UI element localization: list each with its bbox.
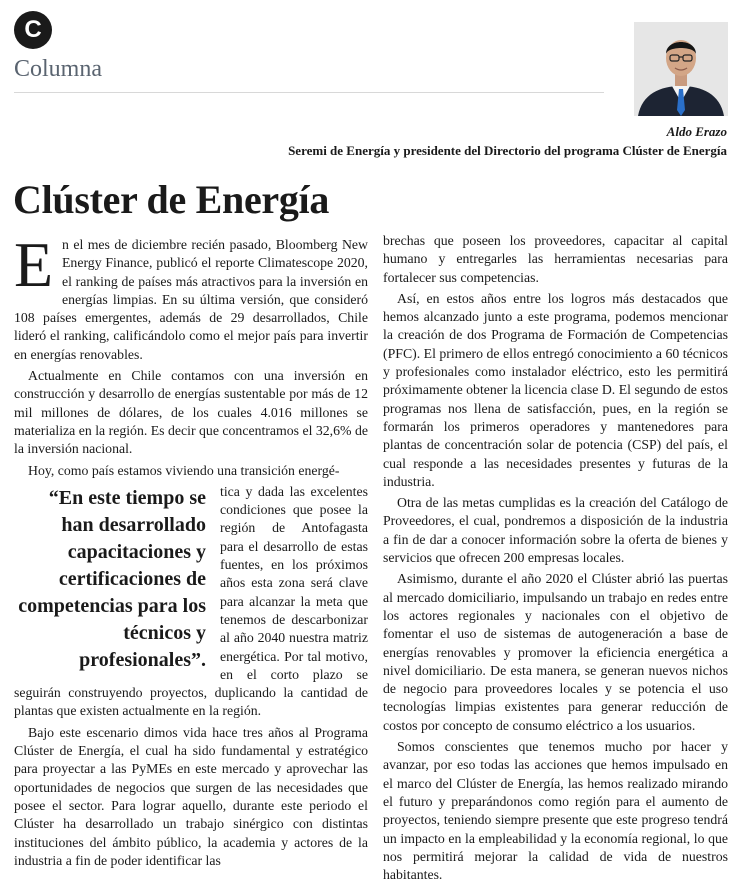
paragraph-2: Actualmente en Chile contamos con una inversión en construcción y desarrollo de energías sustentable por más de 12 mil millones de dólares, de los cuales 4.016 millones se materializa en la región. Es decir que concentramos el 32,6% de la inversión nacional. [14,368,368,457]
paragraph-6: Otra de las metas cumplidas es la creación del Catálogo de Proveedores, el cual, pondremos a disposición de la industria a fin de dar a conocer información sobre la oferta de bienes y servicios que ofrecen 200 empresas locales. [383,495,728,566]
author-role: Seremi de Energía y presidente del Directorio del programa Clúster de Energía [288,143,727,158]
section-divider [14,92,604,93]
paragraph-5: Así, en estos años entre los logros más destacados que hemos alcanzado junto a este programa, podemos mencionar la creación de dos Programa de Formación de Competencias (PFC). El primero de ellos entregó conocimiento a 60 técnicos y profesionales como instalador eléctrico, esto les permitirá próximamente obtener la licencia clase D. El segundo de estos programas nos llena de satisfacción, pues, en la región se formarán los primeros operadores y mantenedores para plantas de concentración solar de potencia (CSP) del país, el cual responde a las necesidades presentes y futuras de la industria. [383,290,728,489]
paragraph-3 [14,483,368,721]
author-portrait [634,22,728,116]
article-column-left [14,229,368,873]
section-label: Columna [14,56,102,82]
dropcap-letter: E [14,229,54,300]
article-headline: Clúster de Energía [13,177,330,222]
dropcap [14,229,58,300]
paragraph-7: Asimismo, durante el año 2020 el Clúster abrió las puertas al mercado domiciliario, impulsando un trabajo en redes entre los actores regionales y nacionales con el objetivo de fomentar el uso de sistemas de autogeneración a base de energías renovables y promover la eficiencia energética a nivel domiciliario. De esta manera, se generan nuevos nichos de negocio para proveedores locales y se potencia el uso tecnologías limpias existentes para generar reducción de costos por concepto de consumo eléctrico a los usuarios. [383,571,728,733]
paragraph-3-intro: Hoy, como país estamos viviendo una transición energé- [28,462,340,478]
paragraph-1-text: n el mes de diciembre recién pasado, Bloomberg New Energy Finance, publicó el reporte Climatescope 2020, el ranking de países más atractivos para la inversión en energías limpias. En su última versión, que consideró 108 países emergentes, además de 29 desarrollados, Chile lideró el ranking, calificándolo como el mejor país para invertir en energías renovables. [14,237,368,362]
article-column-right [383,232,728,887]
paragraph-4-continued: brechas que poseen los proveedores, capacitar al capital humano y entregarles las herramientas necesarias para fortalecer sus competencias. [383,233,728,285]
person-photo-icon [634,22,728,116]
paragraph-8: Somos conscientes que tenemos mucho por hacer y avanzar, por eso todas las acciones que hemos impulsado en el marco del Clúster de Energía, las hemos realizado mirando el futuro y preparándonos como región para el aumento de proyectos, teniendo siempre presente que este progreso tendrá un impacto en la empleabilidad y la economía regional, lo que nos permitirá mejorar la calidad de vida de nuestros habitantes. [383,739,728,883]
author-name: Aldo Erazo [666,124,727,139]
pull-quote: “En este tiempo se han desarrollado capacitaciones y certificaciones de competencias para los técnicos y profesionales”. [18,486,206,671]
paragraph-1 [14,229,368,364]
paragraph-3-text: tica y dada las excelentes condiciones que posee la región de Antofagasta para el desarrollo de estas fuentes, en los próximos años esta zona será clave para alcanzar la meta que tenemos de descarbonizar al año 2040 nuestra matriz energética. Por tal motivo, en el corto plazo se seguirán construyendo proyectos, duplicando la cantidad de plantas que existen actualmente en la región. [14,483,368,719]
paragraph-4: Bajo este escenario dimos vida hace tres años al Programa Clúster de Energía, el cual ha sido fundamental y estratégico para proyectar a las PyMEs en este mercado y aprovechar las oportunidades de negocios que surgen de las necesidades que posee el sector. Para lograr aquello, durante este periodo el Clúster ha desarrollado un trabajo sinérgico con distintas instituciones del ámbito público, la academia y actores de la industria a fin de poder identificar las [14,724,368,868]
column-badge: C [14,11,52,49]
